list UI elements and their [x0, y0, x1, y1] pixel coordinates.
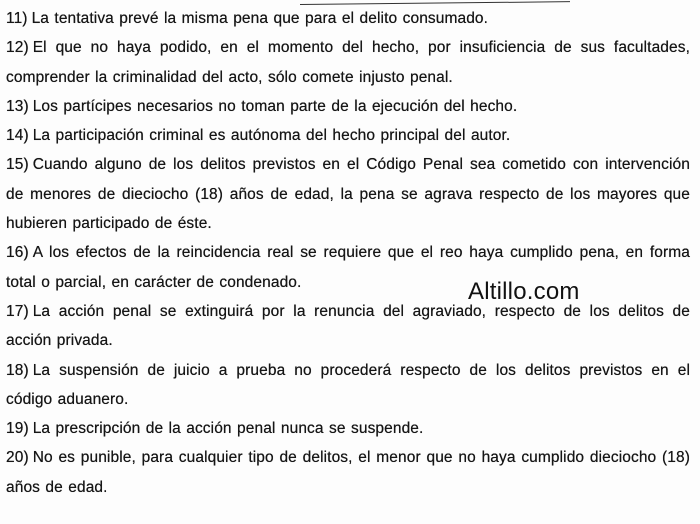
question-13: [6, 92, 690, 121]
question-number: 18): [6, 361, 29, 379]
question-14: [6, 121, 690, 150]
question-text: La tentativa prevé la misma pena que para el delito consumado.: [31, 10, 489, 27]
question-number: 13): [6, 97, 29, 115]
question-text: La participación criminal es autónoma del hecho principal del autor.: [32, 127, 511, 145]
question-number: 19): [6, 420, 29, 438]
question-number: 20): [6, 449, 29, 467]
question-text: No es punible, para cualquier tipo de delitos, el menor que no haya cumplido dieciocho (18) años de edad.: [6, 449, 690, 496]
question-16: [6, 238, 690, 297]
question-number: 16): [6, 244, 29, 262]
question-number: 14): [6, 127, 29, 145]
question-text: Los partícipes necesarios no toman parte de la ejecución del hecho.: [32, 97, 518, 115]
question-list: [6, 4, 690, 502]
question-19: [6, 414, 690, 443]
question-number: 11): [6, 10, 28, 27]
question-text: La acción penal se extinguirá por la renuncia del agraviado, respecto de los delitos de acción privada.: [6, 302, 690, 350]
question-text: A los efectos de la reincidencia real se requiere que el reo haya cumplido pena, en forma total o parcial, en carácter de condenado.: [6, 244, 690, 291]
watermark-text: Altillo.com: [468, 278, 580, 305]
question-11: [6, 4, 690, 33]
question-text: Cuando alguno de los delitos previstos en el Código Penal sea cometido con intervención de menores de dieciocho (18) años de edad, la pena se agrava respecto de los mayores que hubieren participado de éste.: [6, 156, 690, 233]
question-number: 17): [6, 302, 29, 320]
question-number: 15): [6, 156, 29, 174]
question-12: [6, 33, 690, 92]
question-text: La suspensión de juicio a prueba no procederá respecto de los delitos previstos en el código aduanero.: [6, 361, 690, 408]
question-18: [6, 356, 690, 415]
question-17: [6, 297, 690, 356]
question-20: [6, 443, 690, 502]
question-text: El que no haya podido, en el momento del hecho, por insuficiencia de sus facultades, comprender la criminalidad del acto, sólo comete injusto penal.: [6, 39, 690, 86]
question-number: 12): [6, 39, 29, 57]
question-15: [6, 150, 690, 238]
question-text: La prescripción de la acción penal nunca se suspende.: [32, 420, 424, 438]
